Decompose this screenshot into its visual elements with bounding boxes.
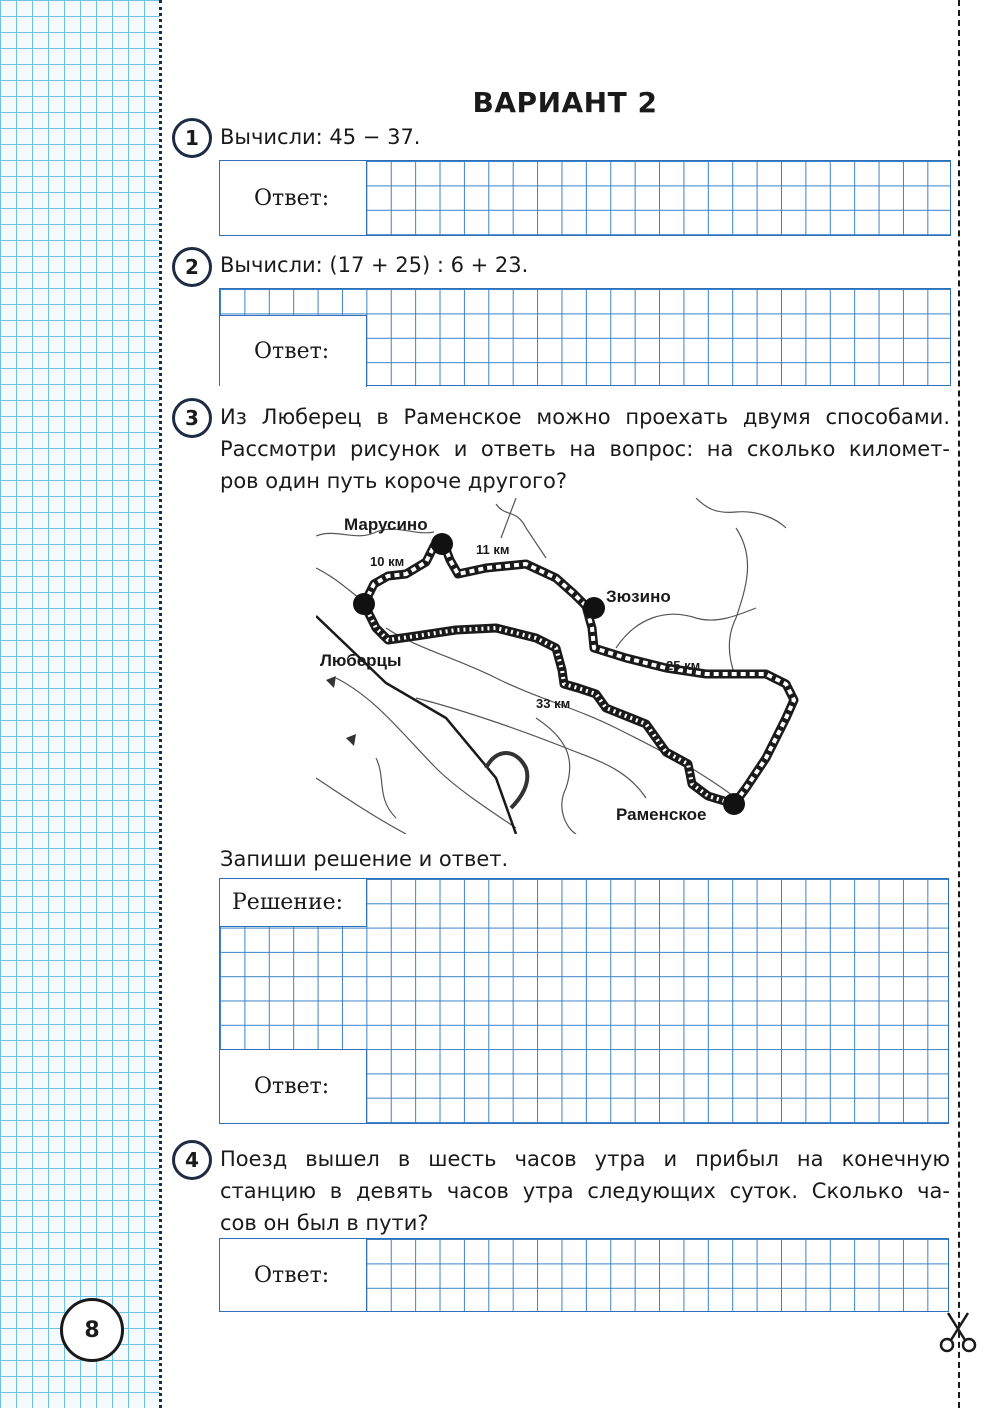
map-label-lyubertsy: Люберцы: [320, 651, 402, 670]
map-distance-33: 33 км: [536, 696, 571, 711]
question-4-line-1: Поезд вышел в шесть часов утра и прибыл на конечную: [220, 1147, 950, 1171]
answer-box-4[interactable]: [219, 1238, 949, 1312]
route-via-zyuzino: [364, 544, 794, 804]
map-point-zyuzino: [583, 597, 605, 619]
solution-box-3[interactable]: [219, 878, 949, 1124]
scissors-icon: [938, 1310, 978, 1358]
map-distance-11: 11 км: [476, 542, 510, 557]
question-4-line-3: сов он был в пути?: [220, 1211, 429, 1235]
map-point-lyubertsy: [353, 593, 375, 615]
map-distance-25: 25 км: [666, 658, 701, 673]
map-point-marusino: [431, 533, 453, 555]
margin-dotted-line: [159, 0, 162, 1408]
question-3-line-3: ров один путь короче другого?: [220, 469, 567, 493]
question-1-text: Вычисли: 45 − 37.: [220, 125, 421, 149]
question-2-text: Вычисли: (17 + 25) : 6 + 23.: [220, 253, 529, 277]
answer-label-4: Ответ:: [220, 1239, 367, 1311]
page-number: 8: [60, 1298, 124, 1362]
answer-label-2: Ответ:: [220, 315, 367, 387]
question-number-3: 3: [172, 398, 212, 438]
page-title: ВАРИАНТ 2: [472, 86, 658, 119]
map-railway: [316, 616, 516, 834]
map-label-marusino: Марусино: [344, 515, 428, 534]
margin-grid: [0, 0, 160, 1408]
question-4-line-2: станцию в девять часов утра следующих суток. Сколько ча-: [220, 1179, 950, 1203]
cut-line: [958, 0, 960, 1408]
solution-label-3: Решение:: [220, 879, 367, 927]
question-3-instruction: Запиши решение и ответ.: [220, 847, 509, 871]
answer-label-1: Ответ:: [220, 161, 367, 235]
route-map: [316, 498, 808, 834]
question-3-line-1: Из Люберец в Раменское можно проехать двумя способами.: [220, 405, 950, 429]
answer-box-1[interactable]: [219, 160, 951, 236]
question-number-2: 2: [172, 247, 212, 287]
map-point-ramenskoe: [723, 793, 745, 815]
question-number-4: 4: [172, 1140, 212, 1180]
map-label-zyuzino: Зюзино: [606, 587, 671, 606]
question-3-line-2: Рассмотри рисунок и ответь на вопрос: на сколько километ-: [220, 437, 950, 461]
answer-box-2[interactable]: [219, 288, 951, 386]
question-number-1: 1: [172, 118, 212, 158]
answer-label-3: Ответ:: [220, 1049, 367, 1123]
map-label-ramenskoe: Раменское: [616, 805, 707, 824]
map-distance-10: 10 км: [370, 554, 405, 569]
